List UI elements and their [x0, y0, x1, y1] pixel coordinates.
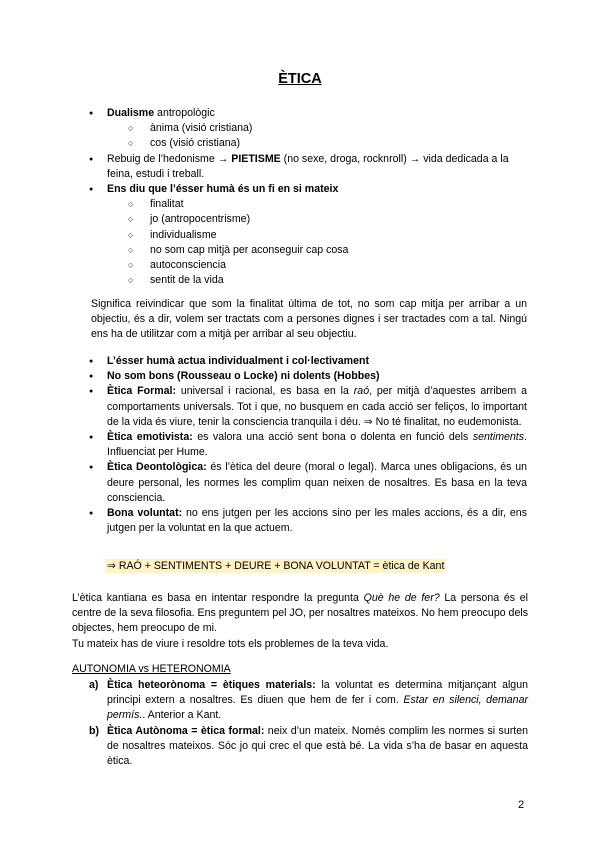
hedonisme-pre: Rebuig de l’hedonisme → [107, 152, 232, 165]
list-item-fi [72, 182, 532, 288]
sub-item: ○ ànima (visió cristiana) [107, 121, 532, 136]
list-item [72, 354, 527, 369]
page-title: ÈTICA [278, 71, 322, 87]
list-item-emotivista [72, 430, 527, 460]
pietisme-label: PIETISME [231, 152, 281, 165]
sub-item: ○ sentit de la vida [107, 273, 532, 288]
formula-highlight: ⇒ RAÓ + SENTIMENTS + DEURE + BONA VOLUNTAT = ètica de Kant [107, 560, 445, 572]
sub-item: ○ jo (antropocentrisme) [107, 212, 532, 227]
sub-item: ○ individualisme [107, 228, 532, 243]
list-item-dualisme [72, 106, 532, 152]
list-item-heteronoma [72, 678, 528, 724]
emotivista-label: Ètica emotivista: [107, 431, 193, 444]
emotivista-text: es valora una acció sent bona o dolenta en funció dels [192, 431, 473, 444]
bona-voluntat-text: no ens jutgen per les accions sino per les males accions, és a dir, ens jutgen per la voluntat en la que actuem. [107, 507, 527, 535]
kantiana-a: L’ètica kantiana es basa en intentar respondre la pregunta [72, 592, 364, 604]
fi-label: Ens diu que l’ésser humà és un fi en si mateix [107, 183, 339, 196]
formal-text-end: , per mitjà d’aquestes arribem a comportaments universals. Tot i que, no busquem en cada acció ser feliços, lo important de la vida és viure, tenir la consciencia tranquila i déu. ⇒ No té finalitat, no eudemonista. [107, 385, 527, 428]
emotivista-italic: sentiments [472, 431, 525, 444]
heteronoma-end: . Anterior a Kant. [142, 709, 222, 722]
heteronoma-italic: Estar en silenci, demanar permís. [107, 694, 528, 722]
section-heading: AUTONOMIA vs HETERONOMIA [72, 663, 231, 675]
marker-a: a) [89, 679, 99, 691]
autonomia-list [72, 678, 528, 769]
concepts-list [72, 106, 532, 288]
sub-item: ○ cos (visió cristiana) [107, 136, 532, 151]
marker-b: b) [89, 724, 99, 737]
kant-formula [105, 559, 535, 574]
item-text: L’ésser humà actua individualment i col·lectivament [107, 355, 369, 367]
list-item-bona-voluntat [72, 506, 527, 536]
heteronoma-text: la voluntat es determina mitjançant algun principi extern a nosaltres. Es diuen que hem de fer i com. [107, 679, 528, 707]
autonoma-text: neix d’un mateix. Només complim les normes si surten de nosaltres mateixos. Sóc jo qui crec el que està bé. La vida s’ha de basar en aquesta ètica. [107, 724, 528, 768]
ethics-list [72, 354, 527, 536]
deontologica-text: és l’ètica del deure (moral o legal). Marca unes obligacions, és un deure personal, les normes les complim quan neixen de nosaltres. Es basa en la teva consciencia. [107, 461, 527, 504]
dualisme-text: antropològic [154, 107, 215, 119]
heteronoma-label: Ètica heteorònoma = ètiques materials: [107, 679, 316, 691]
list-item [72, 369, 527, 384]
hedonisme-post: (no sexe, droga, rocknroll) → vida dedicada a la feina, estudi i treball. [107, 152, 509, 180]
list-item-formal [72, 384, 527, 430]
list-item-autonoma [72, 724, 528, 770]
kantiana-b: La persona és el centre de la seva filosofia. Ens preguntem pel JO, per nosaltres mateixos. No hem preocupo dels objectes, hem preocupo de mi. [72, 592, 528, 635]
sub-item: ○ finalitat [107, 197, 532, 212]
page-number: 2 [518, 799, 525, 811]
formal-text: universal i racional, es basa en la [176, 385, 354, 398]
item-text: No som bons (Rousseau o Locke) ni dolents (Hobbes) [107, 370, 380, 383]
list-item-deontologica [72, 460, 527, 506]
emotivista-text-end: . Influenciat per Hume. [107, 431, 527, 459]
kantiana-text [72, 591, 528, 637]
bona-voluntat-label: Bona voluntat: [107, 507, 183, 520]
formal-italic: raó [353, 385, 370, 398]
paragraph-kantiana [72, 591, 528, 652]
deontologica-label: Ètica Deontològica: [107, 461, 207, 474]
kantiana-question: Què he de fer? [363, 592, 440, 604]
dualisme-label: Dualisme [107, 107, 155, 119]
formal-label: Ètica Formal: [107, 385, 177, 398]
list-item-hedonisme [72, 152, 532, 182]
sub-item: ○ autoconsciencia [107, 258, 532, 273]
sub-item: ○ no som cap mitjà per aconseguir cap cosa [107, 243, 532, 258]
paragraph-significa: Significa reivindicar que som la finalitat última de tot, no som cap mitja per arribar a un objectiu, és a dir, volem ser tractats com a persones dignes i ser tractades com a tal. Ningú ens ha de utilitzar com a mitjà per arribar al seu objectiu. [91, 298, 527, 341]
autonoma-label: Ètica Autònoma = ètica formal: [107, 724, 265, 737]
kantiana-c: Tu mateix has de viure i resoldre tots els problemes de la teva vida. [72, 637, 389, 650]
